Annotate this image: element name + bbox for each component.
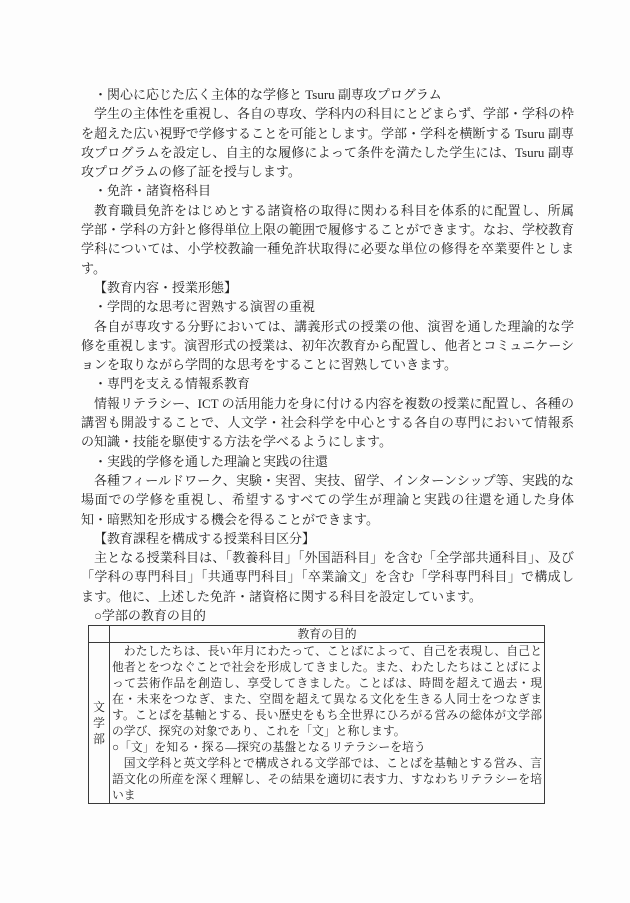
cell-paragraph-kotoba: わたしたちは、長い年月にわたって、ことばによって、自己を表現し、自己と他者とをつなぐことで社会を形成してきました。また、わたしたちはことばによって芸術作品を創造し、享受してきました。ことばは、時間を超えて過去・現在・未来をつなぎ、また、空間を超えて異なる文化を生きる人同士をつなぎます。ことばを基軸とする、長い歴史をもち全世界にひろがる営みの総体が文学部の学び、探究の対象であり、これを「文」と称します。 [112, 644, 542, 739]
section-heading-course-categories: 【教育課程を構成する授業科目区分】 [94, 530, 316, 546]
table-row-faculty-of-letters [89, 643, 545, 804]
bullet-item-information-education: ・専門を支える情報系教育 [94, 376, 251, 392]
bullet-item-practical-learning: ・実践的学修を通した理論と実践の往還 [94, 453, 329, 469]
paragraph-information-education: 情報リテラシー、ICT の活用能力を身に付ける内容を複数の授業に配置し、各種の講習も開設することで、人文学・社会科学を中心とする各自の専門において情報系の知識・技能を駆使する方法を学べるようにします。 [81, 395, 574, 450]
cell-paragraph-literacy: 国文学科と英文学科とで構成される文学部では、ことばを基軸とする営み、言語文化の所産を深く理解し、その結果を適切に表す力、すなわちリテラシーを培いま [112, 756, 542, 803]
purpose-content-cell [110, 643, 545, 804]
paragraph-license-subjects: 教育職員免許をはじめとする諸資格の取得に関わる科目を体系的に配置し、所属学部・学科の方針と修得単位上限の範囲で履修することができます。なお、学校教育学科については、小学校教諭一種免許状取得に必要な単位の修得を卒業要件とします。 [81, 202, 574, 276]
paragraph-subjective-learning: 学生の主体性を重視し、各自の専攻、学科内の科目にとどまらず、学部・学科の枠を超えた広い視野で学修することを可能とします。学部・学科を横断する Tsuru 副専攻プログラムを設定し、自主的な履修によって条件を満たした学生には、Tsuru 副専攻プログラムの修了証を授与します。 [81, 106, 574, 180]
faculty-label-cell: 文学部 [89, 643, 110, 804]
bullet-item-subjective-learning: ・関心に応じた広く主体的な学修と Tsuru 副専攻プログラム [94, 87, 442, 102]
table-corner-cell [89, 626, 110, 643]
section-heading-education-content: 【教育内容・授業形態】 [94, 279, 238, 295]
paragraph-practical-learning: 各種フィールドワーク、実験・実習、実技、留学、インターンシップ等、実践的な場面での学修を重視し、希望するすべての学生が理論と実践の往還を通した身体知・暗黙知を形成する機会を得ることができます。 [81, 472, 574, 527]
paragraph-course-categories: 主となる授業科目は、「教養科目」「外国語科目」を含む「全学部共通科目」、及び「学科の専門科目」「共通専門科目」「卒業論文」を含む「学科専門科目」で構成します。他に、上述した免許・諸資格に関する科目を設定しています。 [81, 550, 574, 604]
education-purpose-table [88, 625, 545, 804]
bullet-item-license-subjects: ・免許・諸資格科目 [94, 183, 212, 199]
paragraph-seminar-emphasis: 各自が専攻する分野においては、講義形式の授業の他、演習を通した理論的な学修を重視します。演習形式の授業は、初年次教育から配置し、他者とコミュニケーションを取りながら学問的な思考をすることに習熟していきます。 [81, 318, 574, 373]
label-faculty-education-purpose: ○学部の教育の目的 [94, 608, 206, 624]
table-header-row [89, 626, 545, 643]
table-header-education-purpose: 教育の目的 [110, 626, 545, 643]
document-body [81, 85, 574, 804]
cell-heading-literacy: ○「文」を知る・探る―探究の基盤となるリテラシーを培う [112, 740, 426, 755]
bullet-item-seminar-emphasis: ・学問的な思考に習熟する演習の重視 [94, 299, 316, 315]
